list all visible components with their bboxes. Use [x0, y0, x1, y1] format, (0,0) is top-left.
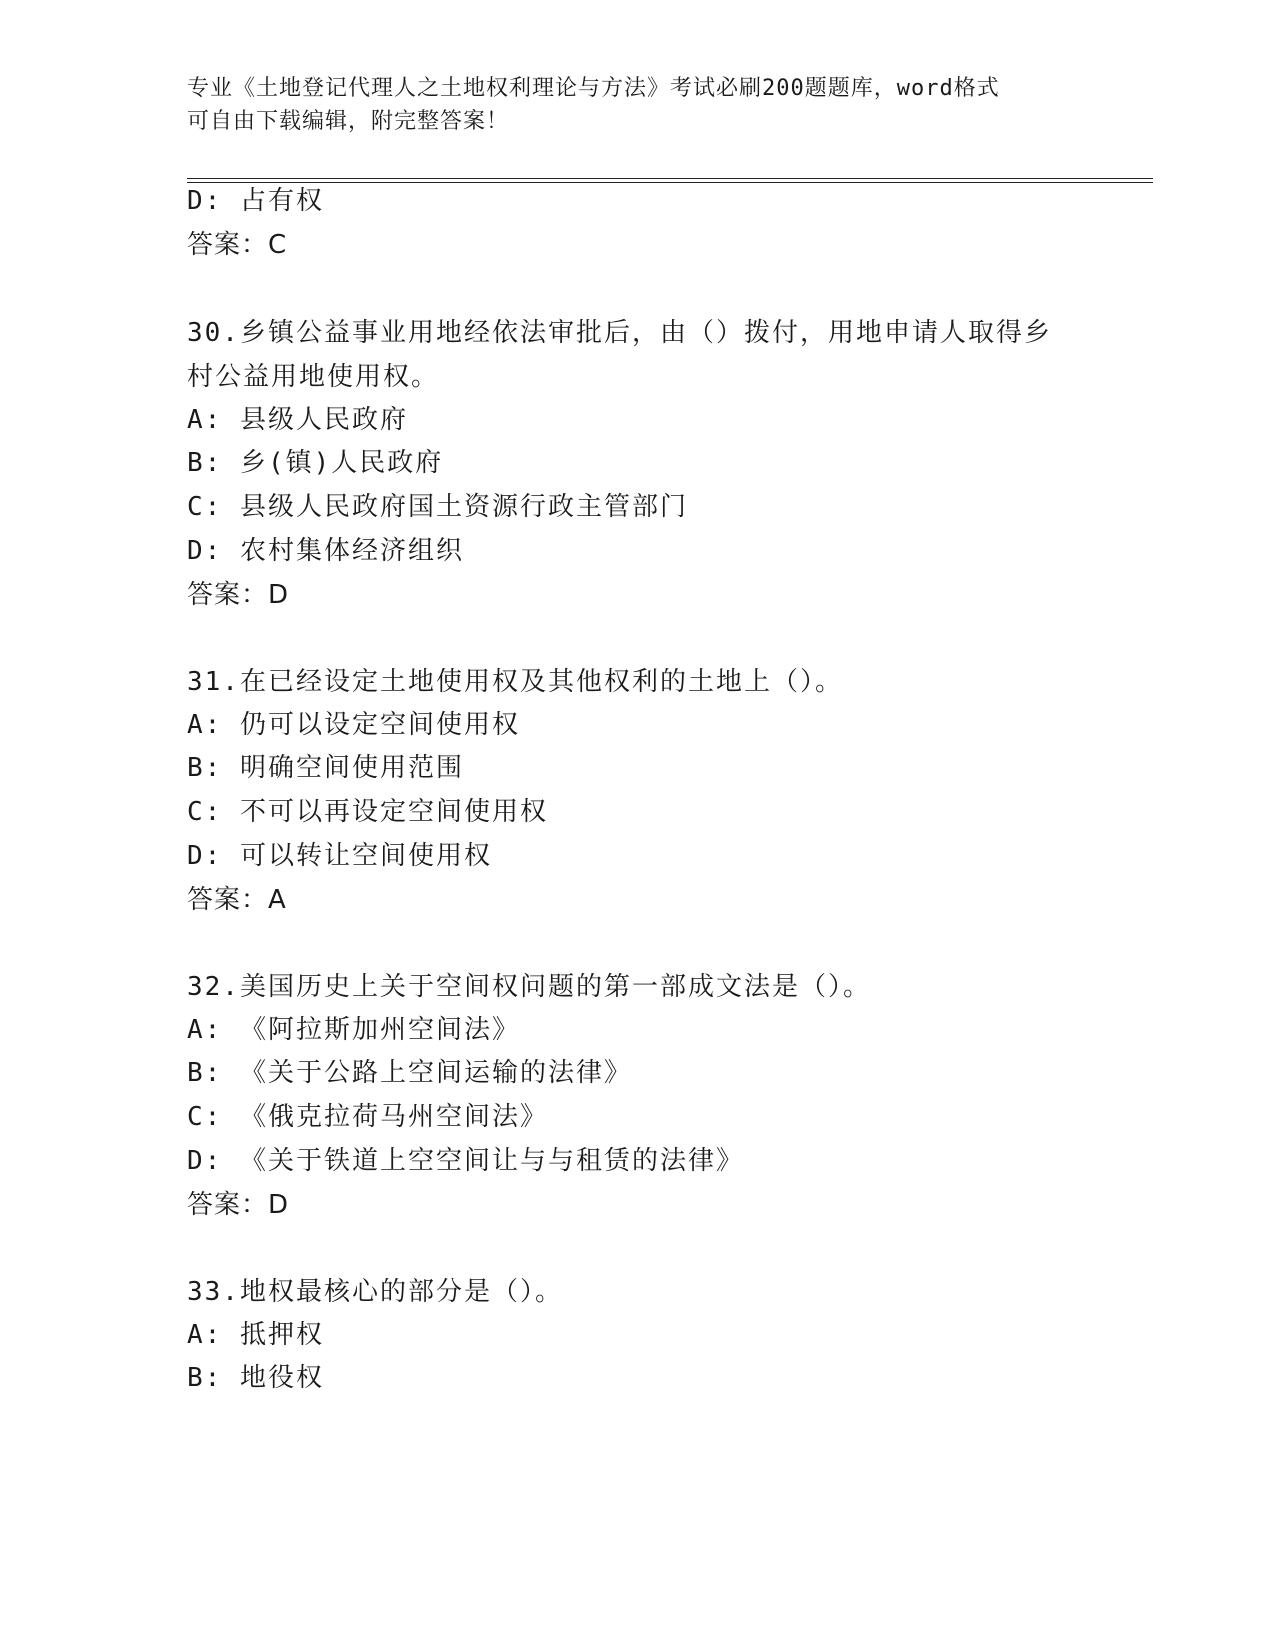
document-header — [187, 72, 1067, 138]
question-31-option-d: D: 可以转让空间使用权 — [187, 841, 492, 871]
question-30-option-b: B: 乡(镇)人民政府 — [187, 448, 444, 478]
question-31-option-b: B: 明确空间使用范围 — [187, 753, 464, 783]
question-33-stem-line-1: 33.地权最核心的部分是（）。 — [187, 1277, 563, 1307]
question-33-option-a: A: 抵押权 — [187, 1320, 324, 1350]
question-32-stem-line-1: 32.美国历史上关于空间权问题的第一部成文法是（）。 — [187, 972, 871, 1002]
question-31-option-a: A: 仍可以设定空间使用权 — [187, 710, 520, 740]
prev-question-option-d: D: 占有权 — [187, 186, 324, 216]
question-32-option-c: C: 《俄克拉荷马州空间法》 — [187, 1102, 548, 1132]
question-33-option-b: B: 地役权 — [187, 1363, 324, 1393]
question-30-stem-line-2: 村公益用地使用权。 — [187, 362, 440, 392]
question-30-option-c: C: 县级人民政府国土资源行政主管部门 — [187, 492, 688, 522]
question-30-answer: 答案：D — [187, 580, 290, 610]
question-32-option-b: B: 《关于公路上空间运输的法律》 — [187, 1058, 632, 1088]
header-title-line-2: 可自由下载编辑，附完整答案！ — [187, 109, 510, 134]
question-32-option-d: D: 《关于铁道上空空间让与与租赁的法律》 — [187, 1146, 744, 1176]
header-divider-bottom — [187, 182, 1153, 183]
prev-question-answer: 答案：C — [187, 230, 288, 260]
question-31-answer: 答案：A — [187, 885, 287, 915]
header-title-line-1: 专业《土地登记代理人之土地权利理论与方法》考试必刷200题题库，word格式 — [187, 76, 1000, 101]
question-30-option-d: D: 农村集体经济组织 — [187, 536, 464, 566]
question-31-stem-line-1: 31.在已经设定土地使用权及其他权利的土地上（）。 — [187, 667, 843, 697]
question-30-stem-line-1: 30.乡镇公益事业用地经依法审批后，由（）拨付，用地申请人取得乡 — [187, 318, 1052, 348]
question-32-answer: 答案：D — [187, 1190, 290, 1220]
question-30-option-a: A: 县级人民政府 — [187, 405, 408, 435]
question-31-option-c: C: 不可以再设定空间使用权 — [187, 797, 548, 827]
question-32-option-a: A: 《阿拉斯加州空间法》 — [187, 1015, 520, 1045]
header-divider-top — [187, 178, 1153, 179]
